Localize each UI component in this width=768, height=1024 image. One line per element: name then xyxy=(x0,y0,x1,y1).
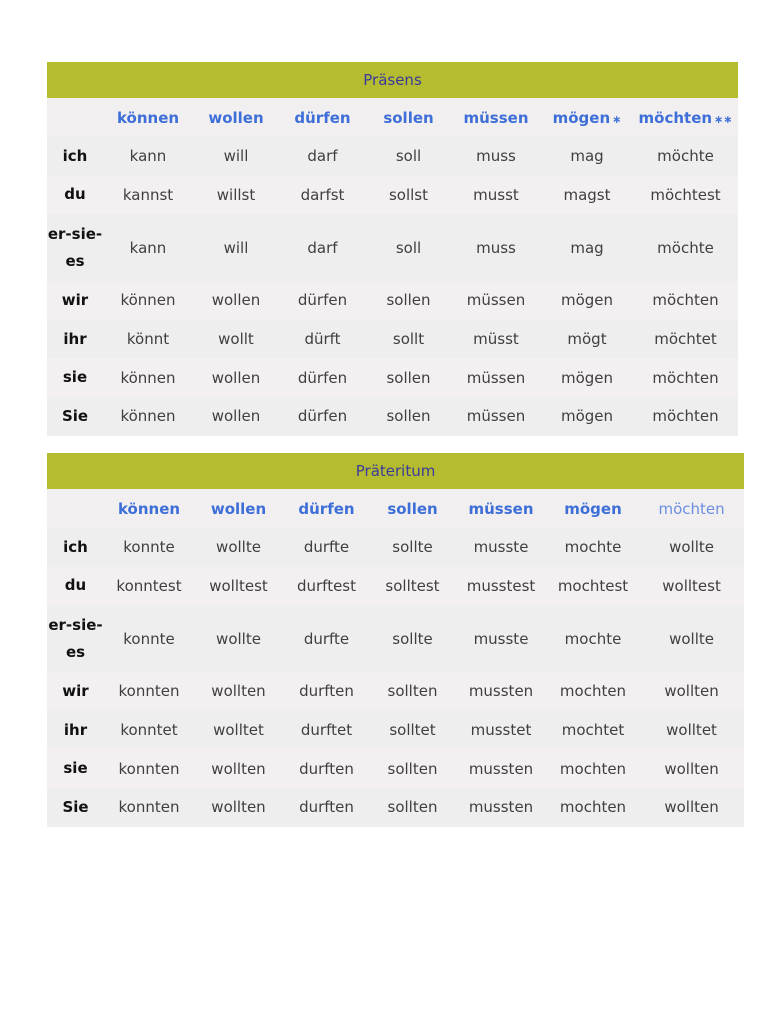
verb-form-cell: möchte xyxy=(633,137,738,176)
pronoun-cell: ihr xyxy=(47,320,103,359)
verb-form-cell: dürft xyxy=(279,320,366,359)
verb-form-cell: mochtest xyxy=(547,567,639,606)
verb-form-cell: können xyxy=(103,397,193,436)
verb-form-cell: mochtet xyxy=(547,711,639,750)
verb-form-cell: sollten xyxy=(370,749,455,788)
verb-form-cell: möchten xyxy=(633,358,738,397)
pronoun-cell: er-sie- es xyxy=(47,605,104,672)
verb-form-cell: mag xyxy=(541,214,633,281)
verb-form-cell: soll xyxy=(366,137,451,176)
verb-form-cell: darf xyxy=(279,137,366,176)
verb-header: wollen xyxy=(193,98,279,137)
verb-header: dürfen xyxy=(283,489,370,528)
verb-form-cell: magst xyxy=(541,176,633,215)
verb-form-cell: wollte xyxy=(639,528,744,567)
verb-form-cell: möchtest xyxy=(633,176,738,215)
verb-form-cell: solltet xyxy=(370,711,455,750)
verb-header: sollen xyxy=(366,98,451,137)
verb-form-cell: wolltet xyxy=(639,711,744,750)
pronoun-cell: er-sie- es xyxy=(47,214,103,281)
table-title: Präteritum xyxy=(47,453,744,489)
table-row xyxy=(47,605,744,672)
corner-cell xyxy=(47,98,103,137)
verb-form-cell: wolltest xyxy=(639,567,744,606)
verb-form-cell: sollen xyxy=(366,281,451,320)
verb-form-cell: wollten xyxy=(639,749,744,788)
pronoun-cell: sie xyxy=(47,358,103,397)
verb-form-cell: mag xyxy=(541,137,633,176)
verb-form-cell: mochte xyxy=(547,528,639,567)
verb-form-cell: durfte xyxy=(283,605,370,672)
verb-form-cell: darf xyxy=(279,214,366,281)
verb-form-cell: will xyxy=(193,214,279,281)
verb-form-cell: konnten xyxy=(104,788,194,827)
verb-form-cell: dürfen xyxy=(279,397,366,436)
verb-form-cell: mochten xyxy=(547,672,639,711)
verb-form-cell: sollten xyxy=(370,672,455,711)
verb-form-cell: konntest xyxy=(104,567,194,606)
verb-header: möchten ∗∗ xyxy=(633,98,738,137)
verb-header: können xyxy=(103,98,193,137)
verb-form-cell: durften xyxy=(283,788,370,827)
verb-form-cell: muss xyxy=(451,137,541,176)
verb-form-cell: wollten xyxy=(194,749,283,788)
verb-form-cell: solltest xyxy=(370,567,455,606)
table-row xyxy=(47,137,738,176)
verb-form-cell: müssen xyxy=(451,358,541,397)
table-title: Präsens xyxy=(47,62,738,98)
verb-header: dürfen xyxy=(279,98,366,137)
verb-form-cell: durften xyxy=(283,672,370,711)
table-row xyxy=(47,281,738,320)
verb-form-cell: könnt xyxy=(103,320,193,359)
verb-form-cell: dürfen xyxy=(279,358,366,397)
verb-header: sollen xyxy=(370,489,455,528)
verb-form-cell: musstest xyxy=(455,567,547,606)
verb-form-cell: durftet xyxy=(283,711,370,750)
table-row xyxy=(47,672,744,711)
verb-form-cell: möchten xyxy=(633,281,738,320)
verb-form-cell: sollst xyxy=(366,176,451,215)
table-row xyxy=(47,358,738,397)
verb-form-cell: möchten xyxy=(633,397,738,436)
pronoun-cell: ihr xyxy=(47,711,104,750)
verb-form-cell: müssen xyxy=(451,281,541,320)
verb-form-cell: mussten xyxy=(455,749,547,788)
verb-form-cell: wollt xyxy=(193,320,279,359)
verb-form-cell: darfst xyxy=(279,176,366,215)
verb-header: wollen xyxy=(194,489,283,528)
verb-header: können xyxy=(104,489,194,528)
verb-form-cell: wolltet xyxy=(194,711,283,750)
verb-form-cell: mochten xyxy=(547,788,639,827)
verb-form-cell: sollen xyxy=(366,358,451,397)
verb-form-cell: wollen xyxy=(193,397,279,436)
corner-cell xyxy=(47,489,104,528)
verb-form-cell: muss xyxy=(451,214,541,281)
verb-form-cell: mussten xyxy=(455,672,547,711)
verb-form-cell: mochte xyxy=(547,605,639,672)
verb-form-cell: durften xyxy=(283,749,370,788)
verb-form-cell: möchtet xyxy=(633,320,738,359)
pronoun-cell: sie xyxy=(47,749,104,788)
verb-form-cell: durfte xyxy=(283,528,370,567)
verb-form-cell: müssen xyxy=(451,397,541,436)
pronoun-cell: du xyxy=(47,176,103,215)
verb-form-cell: mögen xyxy=(541,358,633,397)
verb-form-cell: mussten xyxy=(455,788,547,827)
verb-form-cell: durftest xyxy=(283,567,370,606)
pronoun-cell: wir xyxy=(47,672,104,711)
verb-form-cell: konnten xyxy=(104,749,194,788)
verb-form-cell: mögen xyxy=(541,281,633,320)
verb-form-cell: willst xyxy=(193,176,279,215)
verb-form-cell: sollte xyxy=(370,528,455,567)
verb-form-cell: wollten xyxy=(639,788,744,827)
pronoun-cell: ich xyxy=(47,137,103,176)
praeteritum-table xyxy=(47,453,744,827)
verb-form-cell: wollten xyxy=(194,788,283,827)
verb-form-cell: wollen xyxy=(193,281,279,320)
table-row xyxy=(47,528,744,567)
verb-form-cell: konnte xyxy=(104,528,194,567)
verb-form-cell: können xyxy=(103,281,193,320)
verb-form-cell: musste xyxy=(455,528,547,567)
pronoun-cell: ich xyxy=(47,528,104,567)
verb-form-cell: musstet xyxy=(455,711,547,750)
pronoun-cell: Sie xyxy=(47,788,104,827)
verb-form-cell: sollte xyxy=(370,605,455,672)
verb-form-cell: musste xyxy=(455,605,547,672)
verb-form-cell: dürfen xyxy=(279,281,366,320)
pronoun-cell: wir xyxy=(47,281,103,320)
verb-form-cell: müsst xyxy=(451,320,541,359)
table-row xyxy=(47,749,744,788)
verb-form-cell: konntet xyxy=(104,711,194,750)
verb-form-cell: kannst xyxy=(103,176,193,215)
verb-form-cell: sollten xyxy=(370,788,455,827)
verb-form-cell: musst xyxy=(451,176,541,215)
verb-form-cell: sollt xyxy=(366,320,451,359)
verb-header: mögen ∗ xyxy=(541,98,633,137)
verb-form-cell: wolltest xyxy=(194,567,283,606)
verb-form-cell: will xyxy=(193,137,279,176)
footnote-mark: ∗∗ xyxy=(714,112,733,126)
verb-form-cell: wollte xyxy=(639,605,744,672)
verb-header: mögen xyxy=(547,489,639,528)
verb-form-cell: können xyxy=(103,358,193,397)
verb-form-cell: kann xyxy=(103,214,193,281)
table-row xyxy=(47,176,738,215)
verb-form-cell: mögen xyxy=(541,397,633,436)
verb-form-cell: mögt xyxy=(541,320,633,359)
verb-form-cell: möchte xyxy=(633,214,738,281)
table-row xyxy=(47,788,744,827)
verb-form-cell: wollte xyxy=(194,528,283,567)
table-row xyxy=(47,397,738,436)
verb-form-cell: sollen xyxy=(366,397,451,436)
verb-form-cell: soll xyxy=(366,214,451,281)
verb-header: müssen xyxy=(451,98,541,137)
verb-form-cell: wollen xyxy=(193,358,279,397)
verb-form-cell: kann xyxy=(103,137,193,176)
verb-form-cell: wollte xyxy=(194,605,283,672)
table-row xyxy=(47,320,738,359)
praesens-table xyxy=(47,62,738,436)
verb-form-cell: mochten xyxy=(547,749,639,788)
verb-form-cell: wollten xyxy=(639,672,744,711)
verb-header: müssen xyxy=(455,489,547,528)
verb-form-cell: konnten xyxy=(104,672,194,711)
pronoun-cell: du xyxy=(47,567,104,606)
table-row xyxy=(47,567,744,606)
table-row xyxy=(47,214,738,281)
verb-header: möchten xyxy=(639,489,744,528)
footnote-mark: ∗ xyxy=(612,112,622,126)
verb-form-cell: wollten xyxy=(194,672,283,711)
pronoun-cell: Sie xyxy=(47,397,103,436)
verb-form-cell: konnte xyxy=(104,605,194,672)
table-row xyxy=(47,711,744,750)
